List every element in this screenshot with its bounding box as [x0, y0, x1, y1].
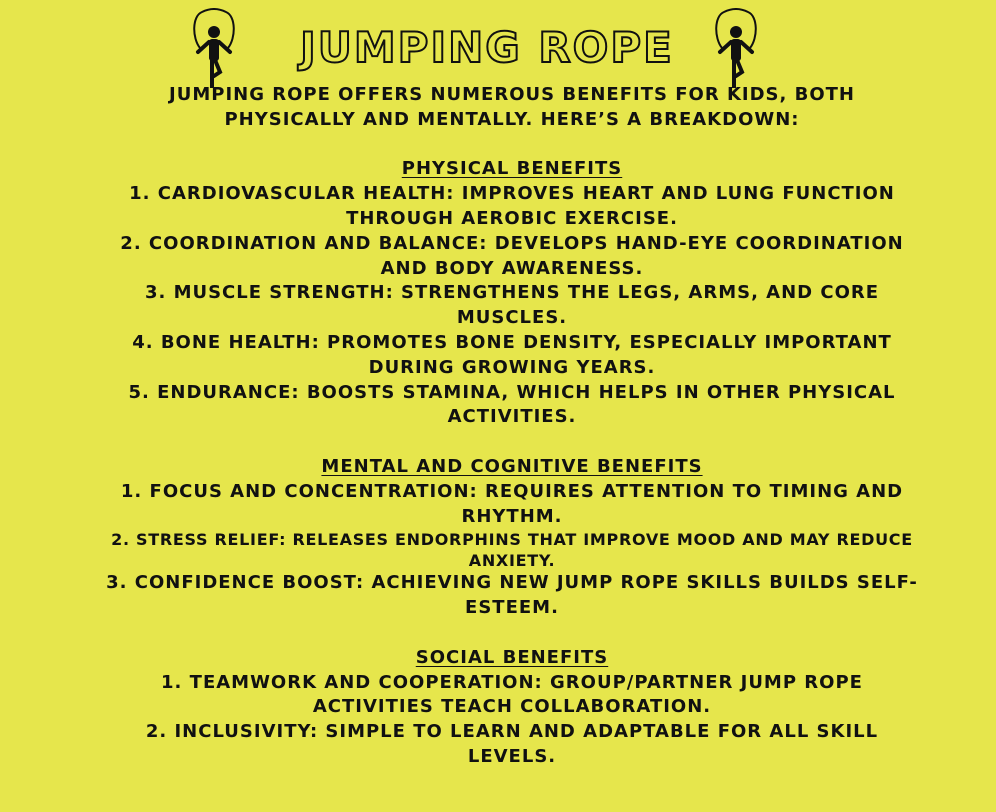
intro-text: JUMPING ROPE OFFERS NUMEROUS BENEFITS FOR KIDS, BOTH PHYSICALLY AND MENTALLY. HERE’S A BREAKDOWN: [169, 84, 855, 130]
social-benefit-item: 1. TEAMWORK AND COOPERATION: GROUP/PARTNER JUMP ROPE ACTIVITIES TEACH COLLABORATION. [161, 671, 863, 718]
social-benefits-heading: SOCIAL BENEFITS [415, 646, 609, 668]
social-benefit-item: 2. INCLUSIVITY: SIMPLE TO LEARN AND ADAPTABLE FOR ALL SKILL LEVELS. [145, 721, 879, 767]
physical-benefit-item: 1. CARDIOVASCULAR HEALTH: IMPROVES HEART AND LUNG FUNCTION THROUGH AEROBIC EXERCISE. [129, 183, 895, 229]
header [0, 6, 996, 88]
mental-benefit-item: 3. CONFIDENCE BOOST: ACHIEVING NEW JUMP ROPE SKILLS BUILDS SELF-ESTEEM. [106, 572, 918, 619]
mental-benefits-heading: MENTAL AND COGNITIVE BENEFITS [321, 455, 703, 477]
spacer [0, 621, 996, 646]
mental-benefit-item: 1. FOCUS AND CONCENTRATION: REQUIRES ATTENTION TO TIMING AND RHYTHM. [120, 480, 904, 527]
physical-benefit-item: 3. MUSCLE STRENGTH: STRENGTHENS THE LEGS, ARMS, AND CORE MUSCLES. [144, 282, 880, 329]
physical-benefit-item: 4. BONE HEALTH: PROMOTES BONE DENSITY, ESPECIALLY IMPORTANT DURING GROWING YEARS. [132, 331, 892, 378]
physical-benefit-item: 5. ENDURANCE: BOOSTS STAMINA, WHICH HELPS IN OTHER PHYSICAL ACTIVITIES. [128, 381, 896, 428]
document-body [0, 83, 996, 770]
physical-benefit-item: 2. COORDINATION AND BALANCE: DEVELOPS HAND-EYE COORDINATION AND BODY AWARENESS. [120, 232, 904, 279]
page-title: JUMPING ROPE [300, 23, 674, 72]
jump-rope-person-icon [712, 8, 760, 90]
spacer [0, 133, 996, 158]
mental-benefit-item: 2. STRESS RELIEF: RELEASES ENDORPHINS THAT IMPROVE MOOD AND MAY REDUCE ANXIETY. [111, 530, 913, 571]
physical-benefits-heading: PHYSICAL BENEFITS [401, 158, 623, 180]
spacer [0, 430, 996, 455]
